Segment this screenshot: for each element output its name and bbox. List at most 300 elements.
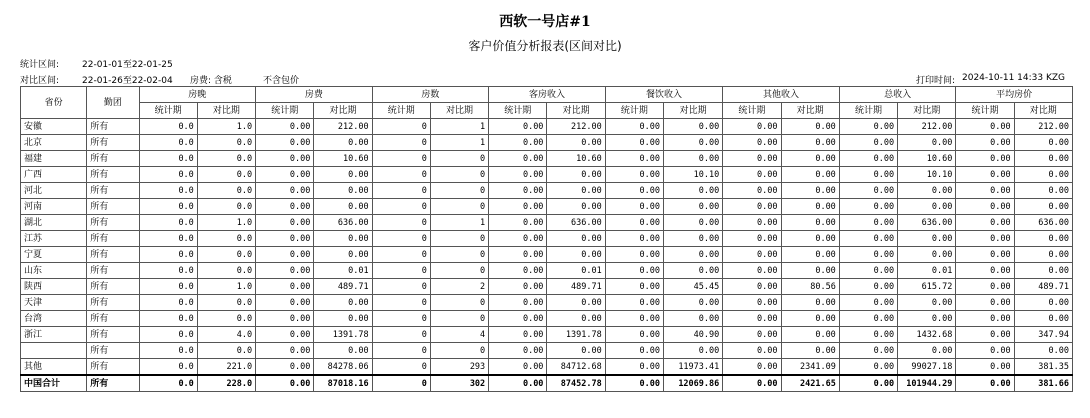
- value-cell: 2421.65: [781, 375, 839, 392]
- value-cell: 0.00: [781, 183, 839, 199]
- value-cell: 0.00: [956, 215, 1014, 231]
- value-cell: 0: [430, 311, 488, 327]
- value-cell: 1432.68: [898, 327, 956, 343]
- group-cell: 所有: [87, 183, 139, 199]
- value-cell: 0: [430, 167, 488, 183]
- value-cell: 0.00: [256, 311, 314, 327]
- province-cell: 河南: [21, 199, 87, 215]
- table-row: [21, 247, 1073, 263]
- group-cell: 所有: [87, 119, 139, 135]
- table-row: [21, 263, 1073, 279]
- value-cell: 228.0: [197, 375, 255, 392]
- value-cell: 0.00: [605, 167, 663, 183]
- value-cell: 0.00: [781, 231, 839, 247]
- value-cell: 0.00: [723, 279, 781, 295]
- value-cell: 0.00: [256, 167, 314, 183]
- table-row: [21, 343, 1073, 359]
- value-cell: 84712.68: [547, 359, 605, 376]
- value-cell: 0: [372, 295, 430, 311]
- header-group-4: 餐饮收入: [605, 87, 723, 103]
- value-cell: 0.00: [547, 231, 605, 247]
- value-cell: 0.00: [1014, 199, 1072, 215]
- value-cell: 0.00: [489, 279, 547, 295]
- value-cell: 0.00: [605, 247, 663, 263]
- value-cell: 0.00: [256, 247, 314, 263]
- value-cell: 0.00: [898, 183, 956, 199]
- value-cell: 0.00: [723, 359, 781, 376]
- value-cell: 0.00: [605, 343, 663, 359]
- value-cell: 1.0: [197, 215, 255, 231]
- province-cell: 河北: [21, 183, 87, 199]
- value-cell: 0.00: [547, 183, 605, 199]
- table-row: [21, 231, 1073, 247]
- value-cell: 40.90: [663, 327, 722, 343]
- value-cell: 11973.41: [663, 359, 722, 376]
- value-cell: 212.00: [1014, 119, 1072, 135]
- province-cell: 湖北: [21, 215, 87, 231]
- value-cell: 2: [430, 279, 488, 295]
- value-cell: 0.00: [605, 263, 663, 279]
- value-cell: 0.00: [781, 199, 839, 215]
- value-cell: 0: [430, 263, 488, 279]
- value-cell: 0.00: [898, 231, 956, 247]
- print-time-label: 打印时间:: [916, 76, 956, 86]
- table-row: [21, 183, 1073, 199]
- value-cell: 0: [372, 183, 430, 199]
- value-cell: 0.00: [898, 295, 956, 311]
- value-cell: 0: [430, 343, 488, 359]
- value-cell: 0.0: [139, 327, 197, 343]
- value-cell: 1.0: [197, 119, 255, 135]
- value-cell: 0.00: [605, 119, 663, 135]
- value-cell: 0.00: [663, 215, 722, 231]
- value-cell: 221.0: [197, 359, 255, 376]
- province-cell: 安徽: [21, 119, 87, 135]
- value-cell: 1391.78: [314, 327, 372, 343]
- value-cell: 0.00: [663, 231, 722, 247]
- header-stat-period: 统计期: [489, 103, 547, 119]
- value-cell: 10.60: [314, 151, 372, 167]
- value-cell: 0.00: [781, 295, 839, 311]
- value-cell: 0.00: [605, 199, 663, 215]
- header-group-5: 其他收入: [723, 87, 840, 103]
- value-cell: 0.0: [139, 263, 197, 279]
- room-fee-label: 房费: 含税: [190, 76, 232, 86]
- header-stat-period: 统计期: [956, 103, 1014, 119]
- header-stat-period: 统计期: [839, 103, 897, 119]
- value-cell: 0: [372, 199, 430, 215]
- value-cell: 0.01: [547, 263, 605, 279]
- value-cell: 0.00: [605, 183, 663, 199]
- table-row: [21, 359, 1073, 376]
- value-cell: 87452.78: [547, 375, 605, 392]
- value-cell: 0.00: [314, 295, 372, 311]
- value-cell: 1.0: [197, 279, 255, 295]
- value-cell: 0.0: [139, 167, 197, 183]
- value-cell: 0.00: [256, 119, 314, 135]
- value-cell: 0.0: [197, 135, 255, 151]
- value-cell: 0.00: [605, 231, 663, 247]
- value-cell: 0.00: [663, 343, 722, 359]
- value-cell: 0.00: [839, 167, 897, 183]
- header-stat-period: 统计期: [605, 103, 663, 119]
- value-cell: 0.00: [898, 135, 956, 151]
- province-cell: 山东: [21, 263, 87, 279]
- value-cell: 0.00: [314, 247, 372, 263]
- value-cell: 0.00: [489, 151, 547, 167]
- value-cell: 0.00: [489, 119, 547, 135]
- value-cell: 0.00: [781, 151, 839, 167]
- value-cell: 0.00: [489, 215, 547, 231]
- value-cell: 0.00: [547, 343, 605, 359]
- value-cell: 0: [372, 311, 430, 327]
- value-cell: 0: [372, 263, 430, 279]
- header-group: 勤团: [87, 87, 139, 119]
- value-cell: 0: [372, 359, 430, 376]
- value-cell: 0: [372, 215, 430, 231]
- value-cell: 636.00: [547, 215, 605, 231]
- value-cell: 0.00: [547, 295, 605, 311]
- compare-period-value: 22-01-26至22-02-04: [82, 76, 173, 86]
- value-cell: 0.00: [839, 199, 897, 215]
- value-cell: 0.00: [547, 247, 605, 263]
- value-cell: 0.00: [956, 359, 1014, 376]
- table-row: [21, 311, 1073, 327]
- value-cell: 0.00: [489, 167, 547, 183]
- value-cell: 0.00: [1014, 183, 1072, 199]
- value-cell: 0.00: [1014, 231, 1072, 247]
- province-cell: 浙江: [21, 327, 87, 343]
- value-cell: 0.00: [314, 311, 372, 327]
- value-cell: 0.00: [723, 311, 781, 327]
- value-cell: 0.00: [663, 135, 722, 151]
- value-cell: 0: [372, 135, 430, 151]
- header-stat-period: 统计期: [139, 103, 197, 119]
- value-cell: 0.00: [723, 327, 781, 343]
- value-cell: 0.00: [781, 167, 839, 183]
- value-cell: 0.00: [839, 231, 897, 247]
- value-cell: 0.00: [956, 295, 1014, 311]
- group-cell: 所有: [87, 295, 139, 311]
- value-cell: 4.0: [197, 327, 255, 343]
- value-cell: 0.0: [139, 135, 197, 151]
- value-cell: 0.00: [256, 151, 314, 167]
- value-cell: 0.00: [256, 263, 314, 279]
- value-cell: 0.00: [723, 215, 781, 231]
- value-cell: 0.01: [314, 263, 372, 279]
- value-cell: 0.00: [898, 311, 956, 327]
- value-cell: 0.00: [956, 119, 1014, 135]
- value-cell: 0.00: [663, 263, 722, 279]
- province-cell: 其他: [21, 359, 87, 376]
- province-cell: 江苏: [21, 231, 87, 247]
- value-cell: 489.71: [547, 279, 605, 295]
- value-cell: 0: [430, 231, 488, 247]
- value-cell: 0.00: [314, 167, 372, 183]
- value-cell: 0.0: [197, 263, 255, 279]
- value-cell: 0.00: [1014, 263, 1072, 279]
- value-cell: 0.0: [139, 119, 197, 135]
- value-cell: 0.00: [663, 295, 722, 311]
- value-cell: 0.00: [1014, 167, 1072, 183]
- value-cell: 0: [430, 295, 488, 311]
- value-cell: 0.00: [839, 119, 897, 135]
- table-row: [21, 151, 1073, 167]
- header-province: 省份: [21, 87, 87, 119]
- group-cell: 所有: [87, 279, 139, 295]
- value-cell: 0.00: [723, 263, 781, 279]
- value-cell: 347.94: [1014, 327, 1072, 343]
- header-compare-period: 对比期: [197, 103, 255, 119]
- group-cell: 所有: [87, 247, 139, 263]
- value-cell: 0.00: [256, 135, 314, 151]
- value-cell: 0.00: [898, 247, 956, 263]
- value-cell: 0.00: [605, 327, 663, 343]
- value-cell: 0.0: [197, 183, 255, 199]
- value-cell: 0.00: [663, 199, 722, 215]
- value-cell: 0.0: [139, 247, 197, 263]
- value-cell: 0.00: [663, 119, 722, 135]
- value-cell: 0.00: [723, 343, 781, 359]
- value-cell: 0.00: [663, 311, 722, 327]
- value-cell: 0.0: [197, 343, 255, 359]
- value-cell: 0.00: [663, 247, 722, 263]
- value-cell: 12069.86: [663, 375, 722, 392]
- value-cell: 0.00: [956, 183, 1014, 199]
- province-cell: 台湾: [21, 311, 87, 327]
- group-cell: 所有: [87, 359, 139, 376]
- value-cell: 0.00: [489, 311, 547, 327]
- value-cell: 0.00: [489, 359, 547, 376]
- value-cell: 0.00: [547, 135, 605, 151]
- value-cell: 0.00: [723, 119, 781, 135]
- group-cell: 所有: [87, 215, 139, 231]
- value-cell: 0.0: [139, 183, 197, 199]
- header-compare-period: 对比期: [781, 103, 839, 119]
- group-cell: 所有: [87, 375, 139, 392]
- value-cell: 0.00: [839, 311, 897, 327]
- value-cell: 0.00: [489, 135, 547, 151]
- total-row: [21, 375, 1073, 392]
- value-cell: 0.00: [314, 135, 372, 151]
- value-cell: 0.00: [781, 327, 839, 343]
- value-cell: 0.00: [605, 375, 663, 392]
- value-cell: 0.00: [956, 167, 1014, 183]
- value-cell: 0: [372, 327, 430, 343]
- value-cell: 0.0: [197, 247, 255, 263]
- value-cell: 0.00: [723, 295, 781, 311]
- value-cell: 0.00: [314, 183, 372, 199]
- value-cell: 45.45: [663, 279, 722, 295]
- header-compare-period: 对比期: [430, 103, 488, 119]
- value-cell: 636.00: [1014, 215, 1072, 231]
- table-row: [21, 295, 1073, 311]
- value-cell: 0.0: [139, 279, 197, 295]
- value-cell: 0.00: [781, 135, 839, 151]
- value-cell: 0.0: [139, 311, 197, 327]
- value-cell: 489.71: [314, 279, 372, 295]
- province-cell: 陕西: [21, 279, 87, 295]
- value-cell: 0.00: [256, 199, 314, 215]
- province-cell: 宁夏: [21, 247, 87, 263]
- value-cell: 0.00: [256, 375, 314, 392]
- group-cell: 所有: [87, 167, 139, 183]
- value-cell: 0.00: [839, 327, 897, 343]
- value-cell: 0.00: [839, 279, 897, 295]
- header-stat-period: 统计期: [256, 103, 314, 119]
- value-cell: 0.00: [839, 375, 897, 392]
- value-cell: 0.00: [956, 135, 1014, 151]
- value-cell: 0.0: [139, 231, 197, 247]
- value-cell: 381.35: [1014, 359, 1072, 376]
- value-cell: 0.00: [605, 279, 663, 295]
- value-cell: 0.00: [839, 135, 897, 151]
- value-cell: 0: [372, 343, 430, 359]
- value-cell: 1: [430, 119, 488, 135]
- report-table: [20, 86, 1073, 392]
- report-subtitle: 客户价值分析报表(区间对比): [468, 39, 622, 53]
- value-cell: 0.00: [1014, 135, 1072, 151]
- group-cell: 所有: [87, 199, 139, 215]
- value-cell: 0: [430, 247, 488, 263]
- value-cell: 0.00: [605, 135, 663, 151]
- value-cell: 0.00: [489, 231, 547, 247]
- table-row: [21, 119, 1073, 135]
- value-cell: 0.00: [956, 343, 1014, 359]
- value-cell: 0: [372, 151, 430, 167]
- value-cell: 0.01: [898, 263, 956, 279]
- province-cell: [21, 343, 87, 359]
- value-cell: 0.00: [489, 247, 547, 263]
- value-cell: 80.56: [781, 279, 839, 295]
- header-compare-period: 对比期: [663, 103, 722, 119]
- value-cell: 0.00: [605, 311, 663, 327]
- package-label: 不含包价: [263, 76, 300, 86]
- group-cell: 所有: [87, 151, 139, 167]
- value-cell: 0.00: [256, 215, 314, 231]
- value-cell: 4: [430, 327, 488, 343]
- value-cell: 0.00: [605, 295, 663, 311]
- value-cell: 0: [430, 151, 488, 167]
- table-row: [21, 199, 1073, 215]
- value-cell: 0.00: [839, 359, 897, 376]
- value-cell: 101944.29: [898, 375, 956, 392]
- table-row: [21, 215, 1073, 231]
- group-cell: 所有: [87, 327, 139, 343]
- value-cell: 0.00: [781, 343, 839, 359]
- header-compare-period: 对比期: [898, 103, 956, 119]
- value-cell: 0.00: [489, 375, 547, 392]
- value-cell: 0.0: [197, 199, 255, 215]
- group-cell: 所有: [87, 311, 139, 327]
- value-cell: 0: [430, 199, 488, 215]
- table-row: [21, 135, 1073, 151]
- value-cell: 0.00: [256, 231, 314, 247]
- value-cell: 0.00: [781, 263, 839, 279]
- value-cell: 0: [372, 375, 430, 392]
- stat-period-label: 统计区间:: [20, 60, 60, 70]
- table-row: [21, 327, 1073, 343]
- value-cell: 0.00: [723, 167, 781, 183]
- value-cell: 0.00: [1014, 295, 1072, 311]
- value-cell: 293: [430, 359, 488, 376]
- value-cell: 0.00: [839, 247, 897, 263]
- header-group-3: 客房收入: [489, 87, 606, 103]
- value-cell: 615.72: [898, 279, 956, 295]
- value-cell: 0.00: [663, 183, 722, 199]
- header-compare-period: 对比期: [547, 103, 605, 119]
- province-cell: 天津: [21, 295, 87, 311]
- header-compare-period: 对比期: [314, 103, 372, 119]
- value-cell: 0.00: [605, 215, 663, 231]
- header-group-0: 房晚: [139, 87, 256, 103]
- value-cell: 0.00: [839, 215, 897, 231]
- value-cell: 0.00: [605, 151, 663, 167]
- print-time-value: 2024-10-11 14:33 KZG: [962, 73, 1066, 83]
- value-cell: 0.00: [256, 327, 314, 343]
- value-cell: 0.00: [489, 327, 547, 343]
- stat-period-value: 22-01-01至22-01-25: [82, 60, 173, 70]
- value-cell: 0.00: [956, 279, 1014, 295]
- value-cell: 0.0: [139, 215, 197, 231]
- value-cell: 0.0: [139, 199, 197, 215]
- value-cell: 0.00: [723, 231, 781, 247]
- header-group-7: 平均房价: [956, 87, 1073, 103]
- value-cell: 0.00: [489, 343, 547, 359]
- province-cell: 广西: [21, 167, 87, 183]
- group-cell: 所有: [87, 343, 139, 359]
- value-cell: 0.00: [723, 375, 781, 392]
- value-cell: 0.00: [956, 247, 1014, 263]
- province-cell: 北京: [21, 135, 87, 151]
- value-cell: 0.00: [314, 199, 372, 215]
- value-cell: 0.00: [781, 215, 839, 231]
- value-cell: 10.60: [898, 151, 956, 167]
- table-row: [21, 167, 1073, 183]
- value-cell: 0: [430, 183, 488, 199]
- value-cell: 0: [372, 231, 430, 247]
- value-cell: 381.66: [1014, 375, 1072, 392]
- value-cell: 0.00: [723, 151, 781, 167]
- value-cell: 0.00: [489, 199, 547, 215]
- value-cell: 212.00: [547, 119, 605, 135]
- value-cell: 0.00: [489, 183, 547, 199]
- province-cell: 福建: [21, 151, 87, 167]
- value-cell: 0.00: [956, 327, 1014, 343]
- value-cell: 0.0: [197, 151, 255, 167]
- header-compare-period: 对比期: [1014, 103, 1072, 119]
- value-cell: 99027.18: [898, 359, 956, 376]
- value-cell: 0.00: [1014, 247, 1072, 263]
- value-cell: 0.0: [139, 295, 197, 311]
- value-cell: 0.00: [839, 151, 897, 167]
- province-cell: 中国合计: [21, 375, 87, 392]
- value-cell: 489.71: [1014, 279, 1072, 295]
- group-cell: 所有: [87, 231, 139, 247]
- value-cell: 0.00: [256, 183, 314, 199]
- value-cell: 212.00: [314, 119, 372, 135]
- value-cell: 0.00: [956, 151, 1014, 167]
- value-cell: 0.00: [839, 295, 897, 311]
- value-cell: 10.60: [547, 151, 605, 167]
- value-cell: 636.00: [898, 215, 956, 231]
- value-cell: 0.00: [956, 375, 1014, 392]
- value-cell: 0.00: [1014, 151, 1072, 167]
- value-cell: 1: [430, 215, 488, 231]
- value-cell: 0.00: [723, 135, 781, 151]
- report-title: 西软一号店#1: [499, 14, 591, 30]
- value-cell: 0.00: [839, 183, 897, 199]
